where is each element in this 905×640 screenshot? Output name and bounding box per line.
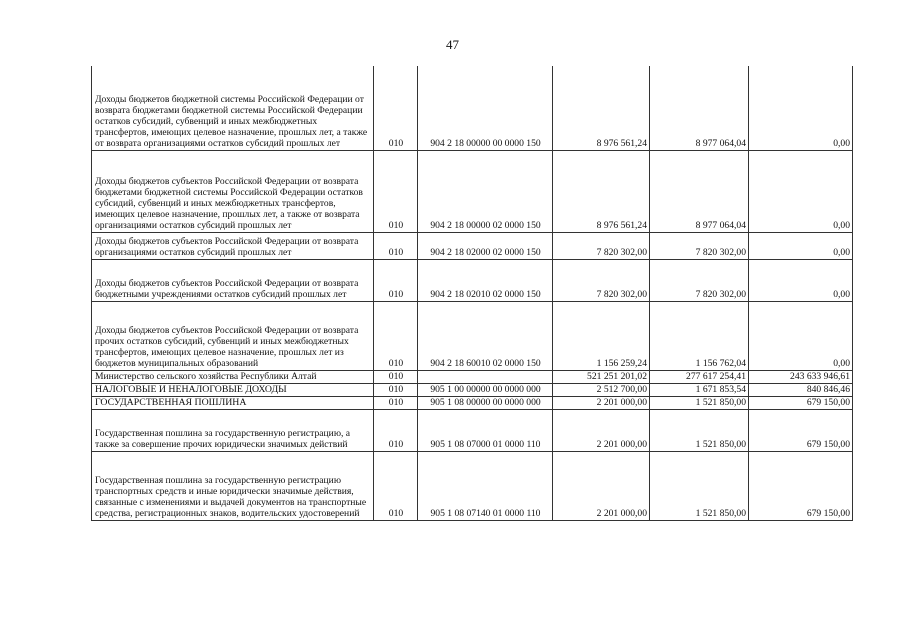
row-code: 010 [374,396,418,409]
row-kbk: 905 1 00 00000 00 0000 000 [418,383,553,396]
row-name: Доходы бюджетов субъектов Российской Федерации от возврата прочих остатков субсидий, субвенций и иных межбюджетных трансфертов, имеющих целевое назначение, прошлых лет из бюджетов муниципальных образований [92,301,374,370]
row-kbk: 905 1 08 00000 00 0000 000 [418,396,553,409]
table-row [92,150,853,232]
row-approved: 2 201 000,00 [553,451,650,520]
row-executed: 8 977 064,04 [650,66,749,150]
row-approved: 521 251 201,02 [553,370,650,383]
row-kbk: 904 2 18 02000 02 0000 150 [418,232,553,259]
row-remainder: 679 150,00 [749,451,853,520]
row-remainder: 679 150,00 [749,409,853,451]
row-approved: 2 201 000,00 [553,396,650,409]
row-approved: 1 156 259,24 [553,301,650,370]
row-kbk: 905 1 08 07140 01 0000 110 [418,451,553,520]
row-remainder: 0,00 [749,232,853,259]
row-code: 010 [374,409,418,451]
row-kbk: 905 1 08 07000 01 0000 110 [418,409,553,451]
row-remainder: 840 846,46 [749,383,853,396]
row-remainder: 0,00 [749,66,853,150]
row-executed: 1 521 850,00 [650,409,749,451]
row-name: НАЛОГОВЫЕ И НЕНАЛОГОВЫЕ ДОХОДЫ [92,383,374,396]
row-remainder: 0,00 [749,301,853,370]
row-approved: 2 512 700,00 [553,383,650,396]
row-code: 010 [374,301,418,370]
row-code: 010 [374,259,418,301]
revenue-table [91,66,853,521]
row-kbk: 904 2 18 60010 02 0000 150 [418,301,553,370]
row-name: Доходы бюджетов субъектов Российской Федерации от возврата организациями остатков субсидий прошлых лет [92,232,374,259]
row-kbk: 904 2 18 00000 02 0000 150 [418,150,553,232]
row-executed: 1 521 850,00 [650,396,749,409]
row-name: Министерство сельского хозяйства Республики Алтай [92,370,374,383]
table-row [92,409,853,451]
row-code: 010 [374,383,418,396]
row-executed: 1 521 850,00 [650,451,749,520]
row-name: Доходы бюджетов субъектов Российской Федерации от возврата бюджетами бюджетной системы Российской Федерации остатков субсидий, субвенций и иных межбюджетных трансфертов, имеющих целевое назначение, прошлых лет, а также от возврата организациями остатков субсидий прошлых лет [92,150,374,232]
table-row [92,232,853,259]
row-name: Доходы бюджетов бюджетной системы Российской Федерации от возврата бюджетами бюджетной системы Российской Федерации остатков субсидий, субвенций и иных межбюджетных трансфертов, имеющих целевое назначение, прошлых лет, а также от возврата организациями остатков субсидий прошлых лет [92,66,374,150]
page-number: 47 [446,37,459,52]
row-remainder: 243 633 946,61 [749,370,853,383]
table-row [92,66,853,150]
row-approved: 8 976 561,24 [553,150,650,232]
row-remainder: 0,00 [749,150,853,232]
row-code: 010 [374,150,418,232]
table-row [92,259,853,301]
row-kbk: 904 2 18 02010 02 0000 150 [418,259,553,301]
table-row [92,370,853,383]
row-remainder: 0,00 [749,259,853,301]
row-kbk [418,370,553,383]
row-executed: 7 820 302,00 [650,232,749,259]
table-row [92,383,853,396]
table-row [92,451,853,520]
row-name: Доходы бюджетов субъектов Российской Федерации от возврата бюджетными учреждениями остатков субсидий прошлых лет [92,259,374,301]
table-row [92,301,853,370]
row-name: ГОСУДАРСТВЕННАЯ ПОШЛИНА [92,396,374,409]
row-executed: 1 156 762,04 [650,301,749,370]
row-executed: 1 671 853,54 [650,383,749,396]
row-name: Государственная пошлина за государственную регистрацию транспортных средств и иные юридически значимые действия, связанные с изменениями и выдачей документов на транспортные средства, регистрационных знаков, водительских удостоверений [92,451,374,520]
row-code: 010 [374,66,418,150]
row-approved: 2 201 000,00 [553,409,650,451]
row-code: 010 [374,451,418,520]
row-code: 010 [374,370,418,383]
table-row [92,396,853,409]
row-approved: 7 820 302,00 [553,259,650,301]
row-approved: 8 976 561,24 [553,66,650,150]
row-remainder: 679 150,00 [749,396,853,409]
row-code: 010 [374,232,418,259]
row-name: Государственная пошлина за государственную регистрацию, а также за совершение прочих юридически значимых действий [92,409,374,451]
row-executed: 7 820 302,00 [650,259,749,301]
row-kbk: 904 2 18 00000 00 0000 150 [418,66,553,150]
row-executed: 8 977 064,04 [650,150,749,232]
row-approved: 7 820 302,00 [553,232,650,259]
row-executed: 277 617 254,41 [650,370,749,383]
